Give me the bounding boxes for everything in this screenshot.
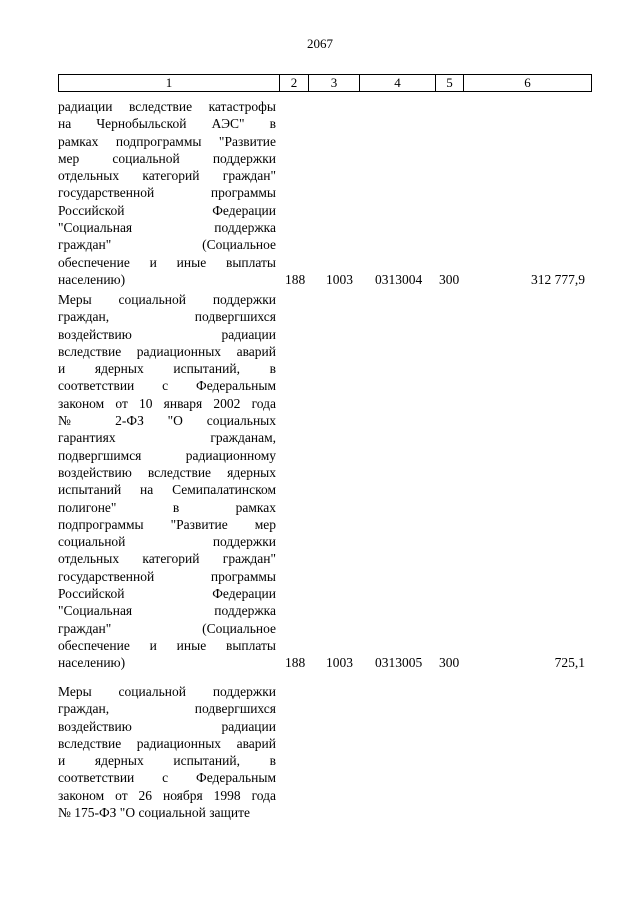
description-line: № 2-ФЗ "О социальных — [58, 413, 276, 429]
description-line: мер социальной поддержки — [58, 150, 276, 166]
column-header-5: 5 — [436, 75, 464, 92]
column-header-4: 4 — [360, 75, 436, 92]
description-line: законом от 10 января 2002 года — [58, 395, 276, 411]
description-line: воздействию радиации — [58, 718, 276, 734]
column-header-6: 6 — [464, 75, 592, 92]
description-line: населению) — [58, 655, 126, 671]
description-line: граждан, подвергшихся — [58, 309, 276, 325]
target-article-code: 0313005 — [375, 655, 423, 671]
description-line: обеспечение и иные выплаты — [58, 637, 276, 653]
target-article-code: 0313004 — [375, 272, 423, 287]
column-header-3: 3 — [309, 75, 360, 92]
description-line: воздействию вследствие ядерных — [58, 464, 276, 480]
description-line: граждан" (Социальное — [58, 620, 276, 636]
description-line: обеспечение и иные выплаты — [58, 254, 276, 270]
description-line: на Чернобыльской АЭС" в — [58, 116, 276, 132]
description-line: гарантиях гражданам, — [58, 430, 276, 446]
description-line: соответствии с Федеральным — [58, 770, 276, 786]
expense-type-code: 300 — [439, 655, 460, 671]
ministry-code: 188 — [285, 655, 306, 671]
description-line: государственной программы — [58, 568, 276, 584]
description-line: "Социальная поддержка — [58, 603, 276, 619]
row-description — [58, 683, 276, 821]
column-header-2: 2 — [280, 75, 309, 92]
description-line: отдельных категорий граждан" — [58, 168, 276, 184]
row-description — [58, 291, 276, 672]
description-line: Меры социальной поддержки — [58, 684, 276, 699]
description-line: социальной поддержки — [58, 534, 276, 550]
description-line: граждан" (Социальное — [58, 237, 276, 253]
description-line: Российской Федерации — [58, 202, 276, 218]
description-line: отдельных категорий граждан" — [58, 551, 276, 567]
description-line: Меры социальной поддержки — [58, 292, 276, 307]
section-code: 1003 — [326, 272, 353, 287]
description-line: государственной программы — [58, 185, 276, 201]
description-line: радиации вследствие катастрофы — [58, 99, 276, 114]
description-line: подвергшимся радиационному — [58, 447, 276, 463]
description-line: населению) — [58, 271, 126, 287]
description-line: испытаний на Семипалатинском — [58, 482, 276, 498]
description-line: соответствии с Федеральным — [58, 378, 276, 394]
description-line: полигоне" в рамках — [58, 499, 276, 515]
description-line: вследствие радиационных аварий — [58, 343, 276, 359]
section-code: 1003 — [326, 655, 353, 671]
description-line: граждан, подвергшихся — [58, 701, 276, 717]
expense-type-code: 300 — [439, 272, 460, 287]
amount-value: 725,1 — [554, 655, 585, 671]
description-line: и ядерных испытаний, в — [58, 361, 276, 377]
column-header-table — [58, 74, 592, 92]
page-number: 2067 — [307, 36, 333, 51]
description-line: и ядерных испытаний, в — [58, 753, 276, 769]
description-line: подпрограммы "Развитие мер — [58, 516, 276, 532]
description-line: рамках подпрограммы "Развитие — [58, 133, 276, 149]
description-line: Российской Федерации — [58, 586, 276, 602]
description-line: законом от 26 ноября 1998 года — [58, 787, 276, 803]
column-header-row — [59, 75, 592, 92]
amount-value: 312 777,9 — [531, 272, 585, 287]
ministry-code: 188 — [285, 272, 306, 287]
description-line: № 175-ФЗ "О социальной защите — [58, 805, 251, 821]
row-description — [58, 98, 276, 288]
description-line: "Социальная поддержка — [58, 220, 276, 236]
description-line: вследствие радиационных аварий — [58, 735, 276, 751]
description-line: воздействию радиации — [58, 326, 276, 342]
column-header-1: 1 — [59, 75, 280, 92]
